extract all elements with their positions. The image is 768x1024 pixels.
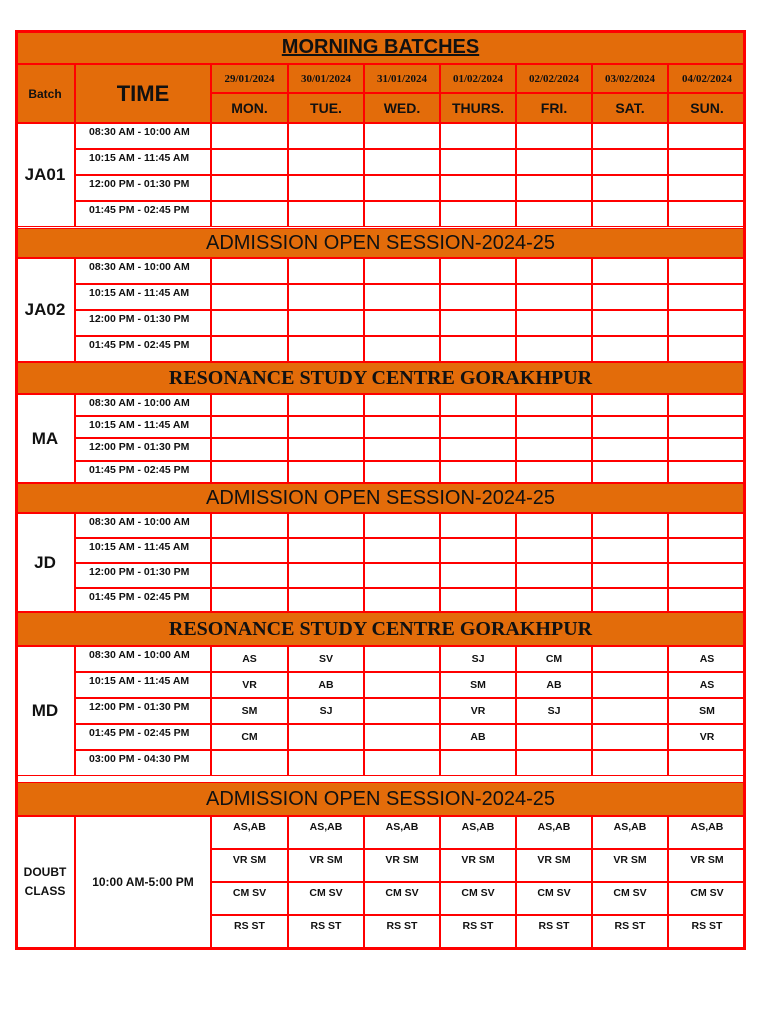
schedule-cell [516, 724, 592, 750]
schedule-cell [288, 310, 364, 336]
schedule-cell [440, 258, 516, 284]
day-header: MON. [211, 93, 288, 123]
doubt-cell: VR SM [288, 849, 364, 882]
doubt-cell: AS,AB [668, 816, 746, 849]
time-slot: 12:00 PM - 01:30 PM [75, 438, 211, 461]
schedule-cell [668, 394, 746, 416]
schedule-cell [440, 563, 516, 588]
schedule-cell [364, 175, 440, 201]
time-slot: 10:15 AM - 11:45 AM [75, 149, 211, 175]
batch-name: MA [15, 394, 75, 483]
time-slot: 01:45 PM - 02:45 PM [75, 336, 211, 362]
schedule-cell: CM [516, 646, 592, 672]
schedule-cell: SJ [288, 698, 364, 724]
schedule-cell [288, 284, 364, 310]
schedule-cell [364, 310, 440, 336]
date-header: 04/02/2024 [668, 64, 746, 93]
time-slot: 01:45 PM - 02:45 PM [75, 724, 211, 750]
schedule-cell [211, 588, 288, 612]
schedule-cell [592, 646, 668, 672]
schedule-cell [668, 284, 746, 310]
schedule-cell [288, 175, 364, 201]
time-slot: 01:45 PM - 02:45 PM [75, 588, 211, 612]
schedule-cell [668, 175, 746, 201]
doubt-cell: CM SV [592, 882, 668, 915]
schedule-cell [211, 123, 288, 149]
schedule-cell [516, 438, 592, 461]
doubt-cell: RS ST [211, 915, 288, 948]
doubt-cell: CM SV [364, 882, 440, 915]
schedule-cell [440, 123, 516, 149]
doubt-cell: RS ST [668, 915, 746, 948]
schedule-cell [288, 438, 364, 461]
schedule-cell [364, 461, 440, 483]
doubt-cell: VR SM [364, 849, 440, 882]
time-slot: 10:15 AM - 11:45 AM [75, 284, 211, 310]
schedule-cell [288, 123, 364, 149]
schedule-cell [440, 438, 516, 461]
schedule-cell [668, 588, 746, 612]
schedule-cell [592, 438, 668, 461]
time-slot: 01:45 PM - 02:45 PM [75, 201, 211, 227]
schedule-cell [592, 538, 668, 563]
time-slot: 08:30 AM - 10:00 AM [75, 646, 211, 672]
schedule-cell [364, 438, 440, 461]
date-header: 01/02/2024 [440, 64, 516, 93]
schedule-cell [288, 336, 364, 362]
schedule-cell [668, 201, 746, 227]
schedule-cell [364, 563, 440, 588]
schedule-cell [516, 336, 592, 362]
schedule-cell [211, 258, 288, 284]
timetable [15, 30, 746, 950]
doubt-cell: RS ST [364, 915, 440, 948]
schedule-cell [668, 513, 746, 538]
batch-header: Batch [15, 64, 75, 123]
schedule-cell [668, 310, 746, 336]
doubt-cell: AS,AB [592, 816, 668, 849]
schedule-cell [440, 538, 516, 563]
schedule-cell [288, 149, 364, 175]
schedule-cell [288, 724, 364, 750]
day-header: THURS. [440, 93, 516, 123]
schedule-cell [211, 175, 288, 201]
schedule-cell [592, 698, 668, 724]
doubt-cell: CM SV [440, 882, 516, 915]
batch-name: JD [15, 513, 75, 612]
schedule-cell [440, 149, 516, 175]
schedule-cell [211, 563, 288, 588]
doubt-cell: VR SM [516, 849, 592, 882]
schedule-cell [211, 750, 288, 776]
time-slot: 12:00 PM - 01:30 PM [75, 563, 211, 588]
time-slot: 08:30 AM - 10:00 AM [75, 123, 211, 149]
schedule-cell [516, 588, 592, 612]
date-header: 29/01/2024 [211, 64, 288, 93]
doubt-cell: RS ST [440, 915, 516, 948]
schedule-cell: SM [440, 672, 516, 698]
schedule-cell [364, 724, 440, 750]
doubt-cell: AS,AB [288, 816, 364, 849]
schedule-cell [288, 416, 364, 438]
schedule-cell [668, 416, 746, 438]
schedule-cell [516, 461, 592, 483]
schedule-cell [592, 201, 668, 227]
schedule-cell [211, 394, 288, 416]
schedule-cell [364, 646, 440, 672]
schedule-cell [668, 258, 746, 284]
doubt-cell: CM SV [211, 882, 288, 915]
schedule-cell [211, 149, 288, 175]
time-slot: 12:00 PM - 01:30 PM [75, 310, 211, 336]
schedule-cell [440, 336, 516, 362]
doubt-cell: CM SV [288, 882, 364, 915]
time-slot: 03:00 PM - 04:30 PM [75, 750, 211, 776]
date-header: 31/01/2024 [364, 64, 440, 93]
day-header: SUN. [668, 93, 746, 123]
schedule-cell [592, 258, 668, 284]
schedule-cell [440, 750, 516, 776]
time-slot: 10:15 AM - 11:45 AM [75, 538, 211, 563]
schedule-cell [364, 698, 440, 724]
schedule-cell [592, 672, 668, 698]
schedule-cell: AB [288, 672, 364, 698]
schedule-cell: AB [440, 724, 516, 750]
schedule-cell [440, 201, 516, 227]
schedule-cell [592, 284, 668, 310]
time-slot: 08:30 AM - 10:00 AM [75, 513, 211, 538]
schedule-cell [668, 149, 746, 175]
time-slot: 08:30 AM - 10:00 AM [75, 394, 211, 416]
schedule-cell [592, 416, 668, 438]
time-slot: 12:00 PM - 01:30 PM [75, 698, 211, 724]
schedule-cell [440, 284, 516, 310]
schedule-cell [516, 513, 592, 538]
schedule-cell [364, 336, 440, 362]
section-banner: RESONANCE STUDY CENTRE GORAKHPUR [15, 362, 746, 394]
schedule-cell [288, 258, 364, 284]
schedule-cell [516, 201, 592, 227]
section-banner: ADMISSION OPEN SESSION-2024-25 [15, 483, 746, 513]
section-banner: ADMISSION OPEN SESSION-2024-25 [15, 228, 746, 258]
schedule-cell [364, 588, 440, 612]
doubt-cell: AS,AB [440, 816, 516, 849]
schedule-cell [592, 394, 668, 416]
schedule-cell [668, 461, 746, 483]
schedule-cell [288, 750, 364, 776]
schedule-cell [288, 201, 364, 227]
schedule-cell: AS [668, 646, 746, 672]
schedule-cell [592, 461, 668, 483]
doubt-cell: VR SM [211, 849, 288, 882]
schedule-cell [211, 310, 288, 336]
schedule-cell [364, 513, 440, 538]
schedule-cell [211, 284, 288, 310]
schedule-cell [364, 149, 440, 175]
date-header: 30/01/2024 [288, 64, 364, 93]
schedule-cell: SJ [516, 698, 592, 724]
schedule-cell: SM [211, 698, 288, 724]
schedule-cell [288, 588, 364, 612]
schedule-cell [592, 750, 668, 776]
schedule-cell [211, 438, 288, 461]
schedule-cell [668, 750, 746, 776]
section-banner: RESONANCE STUDY CENTRE GORAKHPUR [15, 612, 746, 646]
schedule-cell [516, 149, 592, 175]
doubt-cell: CM SV [516, 882, 592, 915]
schedule-cell [364, 258, 440, 284]
schedule-cell [516, 284, 592, 310]
schedule-cell [592, 149, 668, 175]
schedule-cell [364, 394, 440, 416]
schedule-cell [592, 175, 668, 201]
doubt-cell: AS,AB [211, 816, 288, 849]
schedule-cell: SJ [440, 646, 516, 672]
section-banner: ADMISSION OPEN SESSION-2024-25 [15, 782, 746, 816]
day-header: FRI. [516, 93, 592, 123]
time-slot: 10:15 AM - 11:45 AM [75, 672, 211, 698]
schedule-cell [364, 284, 440, 310]
schedule-cell: CM [211, 724, 288, 750]
schedule-cell [592, 563, 668, 588]
schedule-cell [364, 538, 440, 563]
schedule-cell [211, 513, 288, 538]
schedule-cell: VR [440, 698, 516, 724]
schedule-cell [516, 563, 592, 588]
doubt-cell: VR SM [592, 849, 668, 882]
schedule-cell: SV [288, 646, 364, 672]
schedule-cell [288, 538, 364, 563]
schedule-cell [364, 201, 440, 227]
schedule-cell: SM [668, 698, 746, 724]
doubt-cell: VR SM [440, 849, 516, 882]
doubt-cell: AS,AB [516, 816, 592, 849]
schedule-cell: VR [668, 724, 746, 750]
schedule-cell [364, 123, 440, 149]
schedule-cell [668, 563, 746, 588]
schedule-cell [516, 123, 592, 149]
batch-name: JA02 [15, 258, 75, 362]
schedule-cell [440, 588, 516, 612]
schedule-cell [668, 336, 746, 362]
date-header: 02/02/2024 [516, 64, 592, 93]
time-slot: 01:45 PM - 02:45 PM [75, 461, 211, 483]
schedule-cell [668, 538, 746, 563]
schedule-cell [211, 201, 288, 227]
schedule-cell [592, 123, 668, 149]
schedule-cell [211, 336, 288, 362]
schedule-cell [440, 513, 516, 538]
schedule-cell [440, 394, 516, 416]
schedule-cell [211, 416, 288, 438]
schedule-cell: AB [516, 672, 592, 698]
doubt-cell: RS ST [592, 915, 668, 948]
schedule-cell [592, 724, 668, 750]
doubt-cell: RS ST [288, 915, 364, 948]
schedule-cell [516, 538, 592, 563]
schedule-cell [592, 310, 668, 336]
day-header: WED. [364, 93, 440, 123]
schedule-cell [516, 258, 592, 284]
schedule-cell [516, 394, 592, 416]
schedule-cell [592, 513, 668, 538]
schedule-cell [211, 538, 288, 563]
schedule-cell [364, 672, 440, 698]
doubt-cell: AS,AB [364, 816, 440, 849]
schedule-cell [440, 461, 516, 483]
schedule-cell [440, 416, 516, 438]
schedule-cell [516, 175, 592, 201]
schedule-cell: AS [668, 672, 746, 698]
schedule-cell [288, 513, 364, 538]
day-header: TUE. [288, 93, 364, 123]
schedule-cell [516, 750, 592, 776]
batch-name: MD [15, 646, 75, 776]
schedule-cell [592, 588, 668, 612]
time-header: TIME [75, 64, 211, 123]
batch-name: JA01 [15, 123, 75, 227]
time-slot: 12:00 PM - 01:30 PM [75, 175, 211, 201]
schedule-cell [288, 563, 364, 588]
doubt-cell: CM SV [668, 882, 746, 915]
schedule-cell [668, 123, 746, 149]
doubt-class-time: 10:00 AM-5:00 PM [75, 816, 211, 948]
date-header: 03/02/2024 [592, 64, 668, 93]
schedule-cell [668, 438, 746, 461]
schedule-cell [364, 750, 440, 776]
schedule-cell [364, 416, 440, 438]
time-slot: 10:15 AM - 11:45 AM [75, 416, 211, 438]
schedule-cell [440, 175, 516, 201]
schedule-cell: VR [211, 672, 288, 698]
schedule-cell [440, 310, 516, 336]
schedule-cell [516, 310, 592, 336]
schedule-cell: AS [211, 646, 288, 672]
doubt-class-label: DOUBT CLASS [15, 816, 75, 948]
schedule-cell [288, 394, 364, 416]
schedule-cell [211, 461, 288, 483]
schedule-cell [288, 461, 364, 483]
day-header: SAT. [592, 93, 668, 123]
doubt-cell: VR SM [668, 849, 746, 882]
time-slot: 08:30 AM - 10:00 AM [75, 258, 211, 284]
page-title: MORNING BATCHES [15, 30, 746, 64]
doubt-cell: RS ST [516, 915, 592, 948]
schedule-cell [592, 336, 668, 362]
schedule-cell [516, 416, 592, 438]
